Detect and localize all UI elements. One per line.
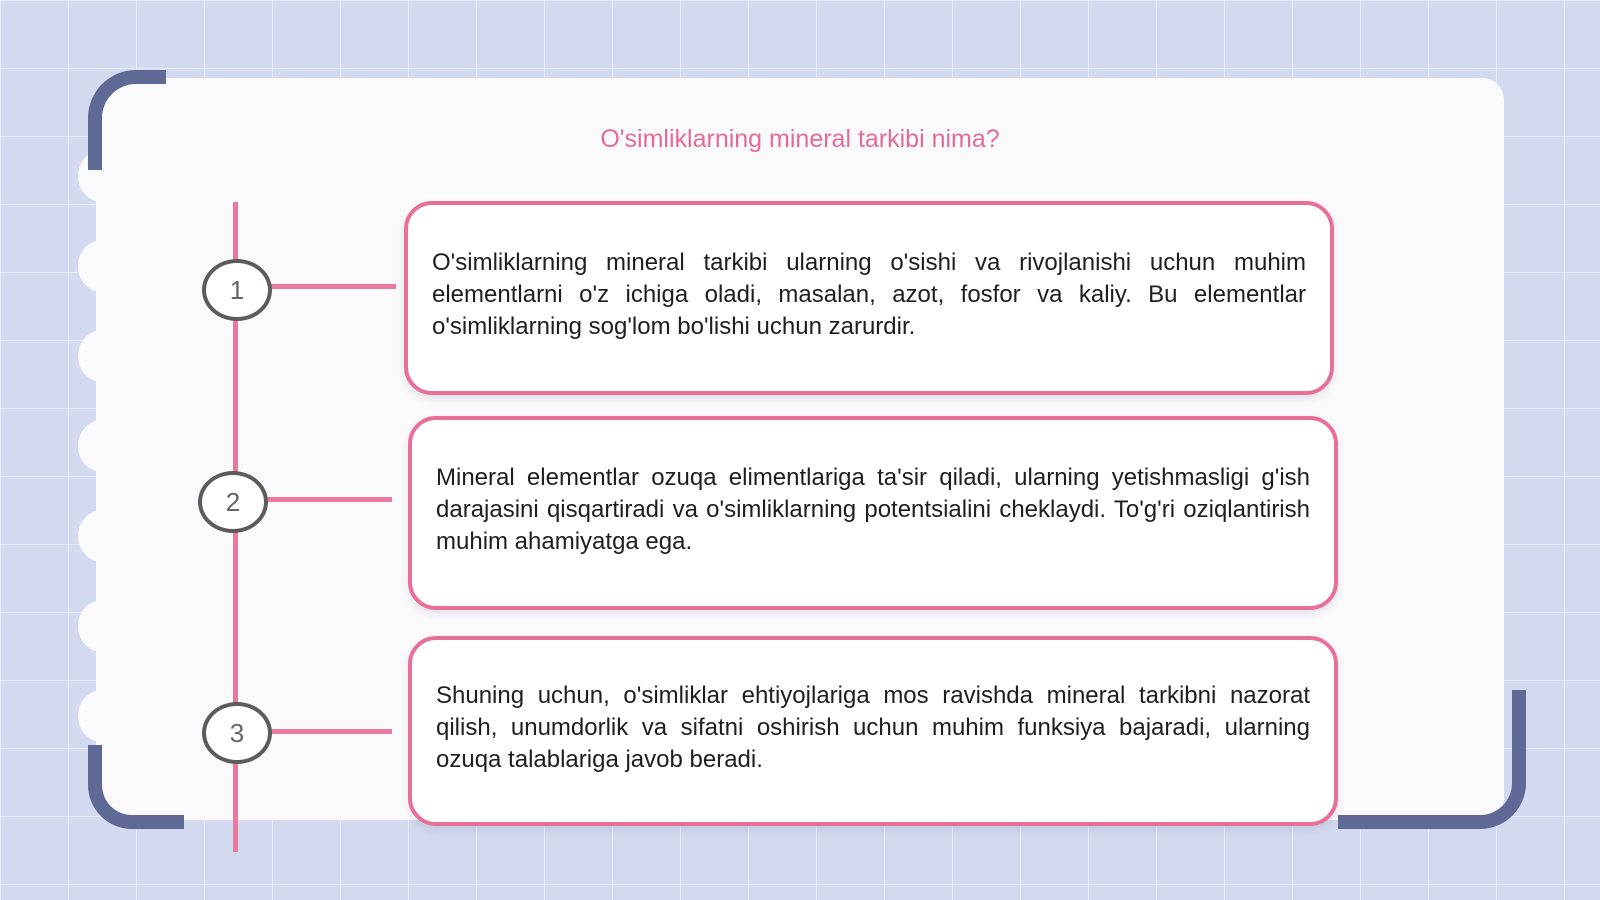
slide-title: O'simliklarning mineral tarkibi nima? bbox=[600, 125, 1000, 153]
card-edge-scallop bbox=[78, 420, 126, 472]
card-edge-scallop bbox=[78, 330, 126, 382]
card-edge-scallop bbox=[78, 600, 126, 652]
card-edge-scallop bbox=[78, 690, 126, 742]
step-number-2: 2 bbox=[198, 471, 268, 533]
info-text-3: Shuning uchun, o'simliklar ehtiyojlariga mos ravishda mineral tarkibni nazorat qilish, unumdorlik va sifatni oshirish uchun muhim funksiya bajaradi, ularning ozuqa talablariga javob beradi. bbox=[436, 682, 1310, 773]
corner-bracket-top-left bbox=[88, 70, 166, 170]
info-text-2: Mineral elementlar ozuqa elimentlariga ta'sir qiladi, ularning yetishmasligi g'ish darajasini qisqartiradi va o'simliklarning potentsialini cheklaydi. To'g'ri oziqlantirish muhim ahamiyatga ega. bbox=[436, 464, 1310, 555]
card-edge-scallop bbox=[78, 240, 126, 292]
timeline-connector bbox=[266, 284, 396, 289]
step-number-3: 3 bbox=[202, 702, 272, 764]
info-box-3 bbox=[408, 636, 1338, 826]
step-number-1: 1 bbox=[202, 259, 272, 321]
info-box-1 bbox=[404, 201, 1334, 395]
corner-bracket-bottom-right bbox=[1338, 690, 1526, 829]
info-text-1: O'simliklarning mineral tarkibi ularning o'sishi va rivojlanishi uchun muhim elementlarni o'z ichiga oladi, masalan, azot, fosfor va kaliy. Bu elementlar o'simliklarning sog'lom bo'lishi uchun zarurdir. bbox=[432, 249, 1306, 340]
timeline-connector bbox=[262, 497, 392, 502]
info-box-2 bbox=[408, 416, 1338, 610]
card-edge-scallop bbox=[78, 510, 126, 562]
timeline-connector bbox=[266, 729, 392, 734]
corner-bracket-bottom-left bbox=[88, 745, 184, 829]
